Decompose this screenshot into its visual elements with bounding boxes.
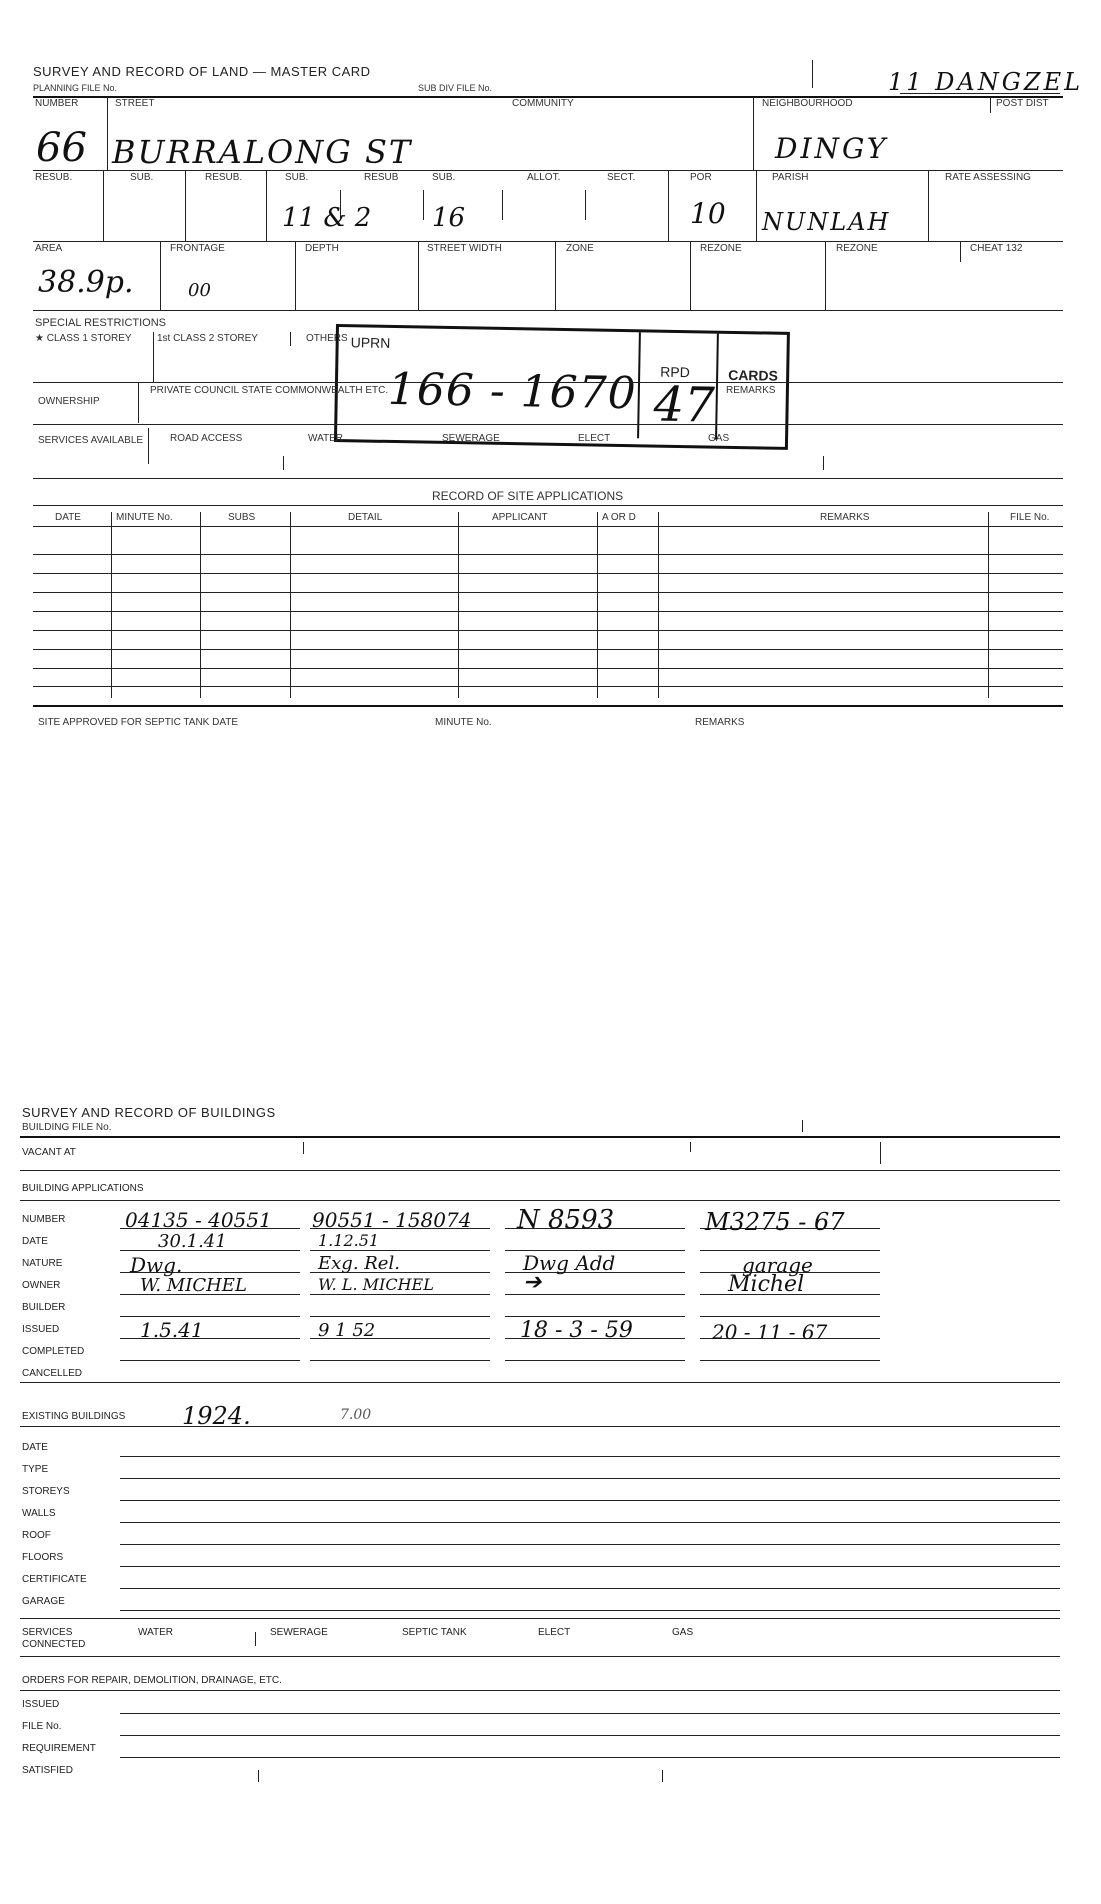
table-rule	[120, 1316, 300, 1317]
road-access-label: ROAD ACCESS	[170, 433, 243, 444]
resub-label: RESUB	[364, 172, 399, 183]
table-rule	[120, 1478, 1060, 1479]
sewerage-label: SEWERAGE	[442, 433, 500, 444]
table-rule	[33, 649, 1063, 650]
app3-nature: Dwg Add	[523, 1251, 616, 1275]
divider	[20, 1170, 1060, 1171]
app4-number: M3275 - 67	[705, 1208, 845, 1236]
table-rule	[310, 1360, 490, 1361]
table-rule	[120, 1456, 1060, 1457]
table-rule	[33, 611, 1063, 612]
building-file-label: BUILDING FILE No.	[22, 1122, 112, 1133]
app1-date: 30.1.41	[158, 1231, 227, 1252]
divider	[753, 97, 754, 170]
table-rule	[33, 592, 1063, 593]
table-rule	[310, 1316, 490, 1317]
divider	[266, 171, 267, 241]
water-label: WATER	[308, 433, 343, 444]
street-value: BURRALONG ST	[112, 133, 413, 171]
col-aord: A OR D	[602, 512, 636, 523]
app-row-number: NUMBER	[22, 1214, 66, 1225]
col-subs: SUBS	[228, 512, 256, 523]
order-row-file: FILE No.	[22, 1721, 62, 1732]
cards-label: CARDS	[728, 366, 779, 384]
divider	[423, 190, 424, 220]
parish-label: PARISH	[772, 172, 809, 183]
class1-label: ★ CLASS 1 STOREY	[35, 333, 132, 344]
table-rule	[310, 1250, 490, 1251]
sub-value: 16	[432, 203, 466, 233]
ownership-label: OWNERSHIP	[38, 396, 100, 407]
app2-nature: Exg. Rel.	[318, 1253, 400, 1274]
ownership-types: PRIVATE COUNCIL STATE COMMONWEALTH ETC.	[150, 385, 389, 396]
app4-issued: 20 - 11 - 67	[712, 1320, 828, 1344]
app3-owner: ➔	[523, 1270, 542, 1295]
divider	[812, 60, 813, 88]
gas-label: GAS	[708, 433, 730, 444]
uprn-label: UPRN	[350, 334, 391, 351]
divider	[33, 705, 1063, 707]
table-rule	[505, 1360, 685, 1361]
order-row-satisfied: SATISFIED	[22, 1765, 73, 1776]
remarks-label: REMARKS	[726, 385, 776, 396]
divider	[153, 332, 154, 382]
sub-label: SUB.	[130, 172, 154, 183]
app2-issued: 9 1 52	[318, 1320, 376, 1341]
table-rule	[33, 554, 1063, 555]
area-value: 38.9p.	[38, 265, 134, 300]
col-date: DATE	[55, 512, 81, 523]
divider	[555, 242, 556, 310]
existing-row-garage: GARAGE	[22, 1596, 65, 1607]
top-right-handwritten: 11 DANGZEL	[888, 68, 1084, 96]
sub-label: SUB.	[432, 172, 456, 183]
divider	[255, 1632, 256, 1646]
app-row-builder: BUILDER	[22, 1302, 66, 1313]
uprn-stamp	[334, 324, 790, 450]
rezone-label: REZONE	[700, 243, 742, 254]
col-minute: MINUTE No.	[116, 512, 173, 523]
orders-label: ORDERS FOR REPAIR, DEMOLITION, DRAINAGE, ETC.	[22, 1675, 282, 1686]
existing-row-date: DATE	[22, 1442, 48, 1453]
table-rule	[700, 1360, 880, 1361]
divider	[33, 382, 1063, 383]
app4-owner: Michel	[728, 1272, 805, 1297]
divider	[658, 512, 659, 698]
divider	[585, 190, 586, 220]
sewerage-connected-label: SEWERAGE	[270, 1627, 328, 1638]
land-card-title: SURVEY AND RECORD OF LAND — MASTER CARD	[33, 64, 371, 79]
table-rule	[33, 668, 1063, 669]
underline	[900, 93, 1060, 94]
divider	[928, 171, 929, 241]
col-remarks: REMARKS	[820, 512, 870, 523]
col-file: FILE No.	[1010, 512, 1050, 523]
divider	[823, 456, 824, 470]
cheat-label: CHEAT 132	[970, 243, 1023, 254]
col-detail: DETAIL	[348, 512, 383, 523]
app3-number: N 8593	[517, 1205, 615, 1235]
divider	[33, 478, 1063, 479]
divider	[258, 1770, 259, 1782]
buildings-card-title: SURVEY AND RECORD OF BUILDINGS	[22, 1105, 276, 1120]
post-dist-label: POST DIST	[996, 98, 1049, 109]
septic-connected-label: SEPTIC TANK	[402, 1627, 467, 1638]
sub-label: SUB.	[285, 172, 309, 183]
divider	[880, 1142, 881, 1164]
divider	[690, 242, 691, 310]
area-label: AREA	[35, 243, 63, 254]
table-rule	[120, 1610, 1060, 1611]
por-value: 10	[690, 197, 726, 230]
neighbourhood-value: DINGY	[775, 132, 889, 165]
divider	[502, 190, 503, 220]
gas-connected-label: GAS	[672, 1627, 694, 1638]
number-label: NUMBER	[35, 98, 79, 109]
table-rule	[120, 1360, 300, 1361]
col-applicant: APPLICANT	[492, 512, 548, 523]
existing-buildings-extra: 7.00	[340, 1407, 372, 1423]
depth-label: DEPTH	[305, 243, 339, 254]
divider	[20, 1382, 1060, 1383]
table-rule	[120, 1500, 1060, 1501]
divider	[20, 1200, 1060, 1201]
divider	[20, 1136, 1060, 1138]
existing-row-roof: ROOF	[22, 1530, 51, 1541]
divider	[458, 512, 459, 698]
existing-buildings-label: EXISTING BUILDINGS	[22, 1411, 126, 1422]
table-rule	[33, 573, 1063, 574]
rezone-label: REZONE	[836, 243, 878, 254]
divider	[20, 1618, 1060, 1619]
frontage-label: FRONTAGE	[170, 243, 225, 254]
app1-owner: W. MICHEL	[140, 1275, 247, 1296]
divider	[756, 171, 757, 241]
number-value: 66	[36, 125, 87, 171]
app-row-nature: NATURE	[22, 1258, 63, 1269]
divider	[33, 310, 1063, 311]
divider	[160, 242, 161, 310]
divider	[990, 97, 991, 113]
water-connected-label: WATER	[138, 1627, 173, 1638]
sect-label: SECT.	[607, 172, 636, 183]
divider	[200, 512, 201, 698]
existing-buildings-value: 1924.	[182, 1402, 251, 1430]
table-rule	[505, 1316, 685, 1317]
existing-row-certificate: CERTIFICATE	[22, 1574, 87, 1585]
divider	[33, 424, 1063, 425]
elect-connected-label: ELECT	[538, 1627, 571, 1638]
divider	[960, 242, 961, 262]
app-row-cancelled: CANCELLED	[22, 1368, 83, 1379]
sub-div-file-label: SUB DIV FILE No.	[418, 83, 493, 93]
site-applications-title: RECORD OF SITE APPLICATIONS	[432, 489, 624, 503]
divider	[295, 242, 296, 310]
app1-issued: 1.5.41	[140, 1318, 204, 1342]
parish-value: NUNLAH	[762, 208, 891, 236]
allot-label: ALLOT.	[527, 172, 561, 183]
table-rule	[33, 686, 1063, 687]
app1-number: 04135 - 40551	[125, 1208, 272, 1232]
divider	[20, 1426, 1060, 1427]
class2-label: 1st CLASS 2 STOREY	[157, 333, 258, 344]
order-row-issued: ISSUED	[22, 1699, 60, 1710]
street-width-label: STREET WIDTH	[427, 243, 502, 254]
divider	[283, 456, 284, 470]
rpd-value: 47	[653, 376, 716, 434]
special-restrictions-label: SPECIAL RESTRICTIONS	[35, 317, 167, 329]
divider	[825, 242, 826, 310]
app4-nature: garage	[742, 1253, 813, 1277]
neighbourhood-label: NEIGHBOURHOOD	[762, 98, 853, 109]
divider	[107, 97, 108, 170]
divider	[33, 170, 1063, 171]
divider	[111, 512, 112, 698]
resub-label: RESUB.	[35, 172, 73, 183]
elect-label: ELECT	[578, 433, 611, 444]
divider	[418, 242, 419, 310]
services-label: SERVICES AVAILABLE	[38, 435, 144, 446]
table-rule	[120, 1522, 1060, 1523]
table-rule	[700, 1250, 880, 1251]
existing-row-walls: WALLS	[22, 1508, 56, 1519]
building-applications-label: BUILDING APPLICATIONS	[22, 1183, 144, 1194]
app-row-completed: COMPLETED	[22, 1346, 85, 1357]
app3-issued: 18 - 3 - 59	[520, 1318, 633, 1343]
order-row-requirement: REQUIREMENT	[22, 1743, 96, 1754]
others-label: OTHERS	[306, 333, 348, 344]
por-label: POR	[690, 172, 712, 183]
planning-file-label: PLANNING FILE No.	[33, 83, 118, 93]
divider	[20, 1690, 1060, 1691]
app-row-issued: ISSUED	[22, 1324, 60, 1335]
divider	[802, 1120, 803, 1132]
existing-row-floors: FLOORS	[22, 1552, 64, 1563]
services-connected-label: SERVICES	[22, 1627, 73, 1638]
divider	[20, 1656, 1060, 1657]
septic-label: SITE APPROVED FOR SEPTIC TANK DATE	[38, 717, 239, 728]
existing-row-storeys: STOREYS	[22, 1486, 70, 1497]
divider	[185, 171, 186, 241]
existing-row-type: TYPE	[22, 1464, 49, 1475]
table-rule	[120, 1544, 1060, 1545]
stamp-divider	[637, 332, 641, 438]
septic-remarks-label: REMARKS	[695, 717, 745, 728]
vacant-label: VACANT AT	[22, 1147, 76, 1158]
zone-label: ZONE	[566, 243, 594, 254]
divider	[290, 512, 291, 698]
table-rule	[33, 630, 1063, 631]
divider	[33, 241, 1063, 242]
app-row-owner: OWNER	[22, 1280, 61, 1291]
divider	[303, 1142, 304, 1154]
resub-label: RESUB.	[205, 172, 243, 183]
app-row-date: DATE	[22, 1236, 48, 1247]
services-connected-label-2: CONNECTED	[22, 1639, 86, 1650]
divider	[33, 505, 1063, 506]
table-rule	[700, 1316, 880, 1317]
table-rule	[120, 1735, 1060, 1736]
divider	[138, 383, 139, 423]
divider	[597, 512, 598, 698]
app1-nature: Dwg.	[130, 1253, 183, 1277]
frontage-value: 00	[188, 280, 211, 301]
app2-owner: W. L. MICHEL	[318, 1275, 434, 1294]
table-rule	[310, 1294, 490, 1295]
divider	[148, 428, 149, 464]
divider	[103, 171, 104, 241]
divider	[988, 512, 989, 698]
uprn-value: 166 - 1670	[387, 363, 638, 420]
table-rule	[120, 1713, 1060, 1714]
app2-date: 1.12.51	[318, 1231, 380, 1250]
community-label: COMMUNITY	[512, 98, 574, 109]
street-label: STREET	[115, 98, 155, 109]
rpd-label: RPD	[660, 363, 690, 381]
rate-assessing-label: RATE ASSESSING	[945, 172, 1031, 183]
sub-value: 11 & 2	[282, 203, 372, 233]
table-rule	[120, 1566, 1060, 1567]
divider	[33, 526, 1063, 527]
table-rule	[120, 1588, 1060, 1589]
divider	[290, 332, 291, 346]
table-rule	[120, 1757, 1060, 1758]
divider	[662, 1770, 663, 1782]
divider	[668, 171, 669, 241]
app2-number: 90551 - 158074	[312, 1208, 472, 1232]
septic-minute-label: MINUTE No.	[435, 717, 492, 728]
divider	[690, 1142, 691, 1152]
